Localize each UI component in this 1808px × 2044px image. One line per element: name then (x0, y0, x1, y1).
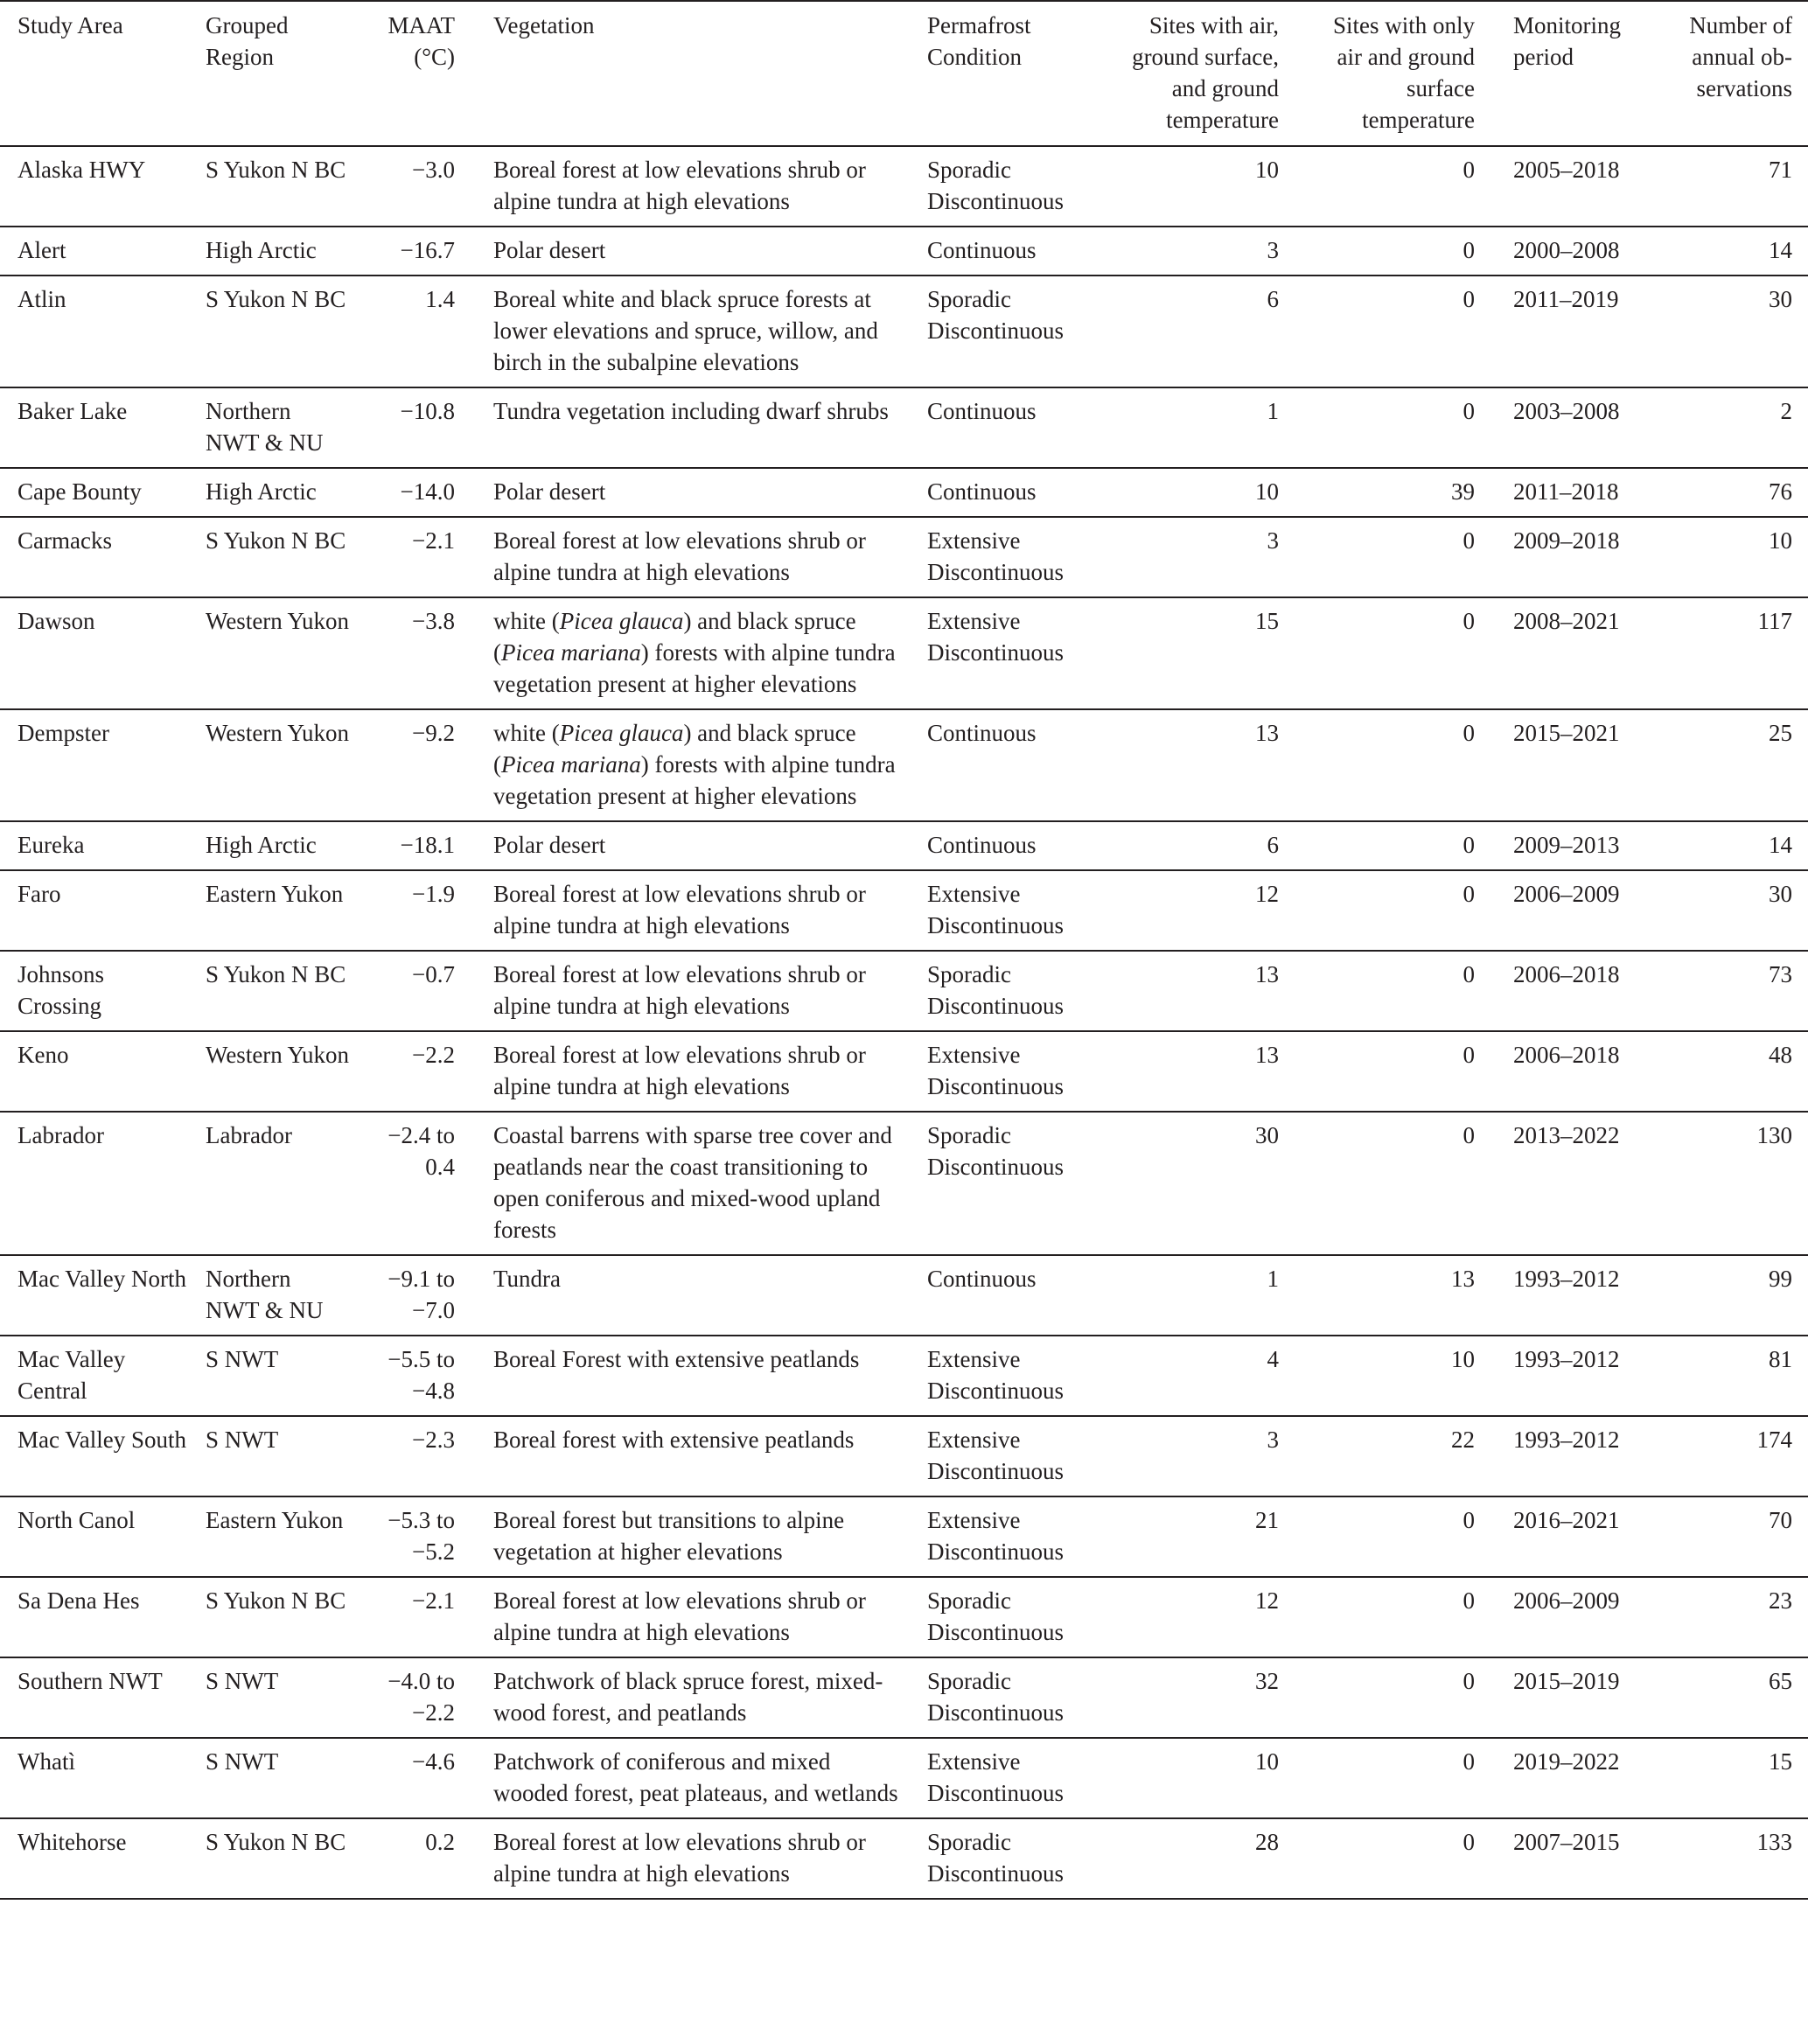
cell-sites-all: 32 (1255, 1668, 1279, 1694)
header-permafrost: Permafrost Condition (927, 12, 1031, 70)
cell-monitoring-period: 2007–2015 (1513, 1829, 1620, 1855)
cell-maat: −16.7 (400, 237, 455, 263)
cell-monitoring-period: 2013–2022 (1513, 1122, 1620, 1148)
cell-study-area: Cape Bounty (17, 478, 142, 505)
cell-vegetation: Tundra (493, 1266, 562, 1292)
species-name: Picea glauca (559, 720, 684, 746)
cell-study-area: Whatì (17, 1748, 75, 1775)
cell-study-area: Mac Valley South (17, 1427, 186, 1453)
table-row (0, 1738, 1808, 1818)
cell-sites-all: 10 (1255, 1748, 1279, 1775)
cell-observations: 76 (1769, 478, 1792, 505)
cell-sites-only: 13 (1451, 1266, 1475, 1292)
header-monitoring-period: Monitoring period (1513, 12, 1622, 70)
cell-maat: 1.4 (425, 286, 455, 312)
cell-permafrost: Sporadic Discontinuous (927, 1829, 1065, 1887)
cell-monitoring-period: 1993–2012 (1513, 1346, 1620, 1372)
vegetation-text: ) and black spruce ( (493, 720, 856, 778)
cell-monitoring-period: 2000–2008 (1513, 237, 1620, 263)
cell-study-area: Alert (17, 237, 66, 263)
cell-maat: −3.8 (412, 608, 455, 634)
cell-vegetation: Boreal forest at low elevations shrub or alpine tundra at high elevations (493, 1042, 866, 1099)
cell-permafrost: Extensive Discontinuous (927, 1507, 1065, 1565)
cell-permafrost: Extensive Discontinuous (927, 1042, 1065, 1099)
cell-observations: 14 (1769, 237, 1792, 263)
table-row (0, 1031, 1808, 1112)
species-name: Picea mariana (501, 751, 641, 778)
cell-maat: −2.1 (412, 1587, 455, 1614)
table-row (0, 709, 1808, 821)
cell-study-area: Southern NWT (17, 1668, 163, 1694)
cell-sites-only: 0 (1462, 1668, 1475, 1694)
cell-monitoring-period: 2006–2009 (1513, 1587, 1620, 1614)
cell-sites-all: 1 (1267, 398, 1279, 424)
cell-vegetation (479, 709, 918, 821)
cell-study-area: Baker Lake (17, 398, 128, 424)
cell-sites-all: 6 (1267, 832, 1279, 858)
header-row (0, 1, 1808, 146)
cell-sites-only: 0 (1462, 398, 1475, 424)
table-body (0, 146, 1808, 1899)
cell-study-area: Carmacks (17, 527, 112, 554)
cell-monitoring-period: 2006–2018 (1513, 961, 1620, 987)
cell-grouped-region: Western Yukon (206, 720, 350, 746)
cell-maat: −9.2 (412, 720, 455, 746)
header-sites-all: Sites with air, ground surface, and ground temperature (1132, 12, 1279, 133)
vegetation-text: white ( (493, 608, 560, 634)
table-row (0, 821, 1808, 870)
cell-grouped-region: Northern NWT & NU (206, 398, 324, 456)
cell-monitoring-period: 2011–2019 (1513, 286, 1619, 312)
cell-maat: −2.1 (412, 527, 455, 554)
cell-sites-only: 0 (1462, 608, 1475, 634)
cell-maat: −2.4 to 0.4 (387, 1122, 455, 1180)
cell-monitoring-period: 2015–2019 (1513, 1668, 1620, 1694)
cell-monitoring-period: 1993–2012 (1513, 1266, 1620, 1292)
header-grouped-region: Grouped Region (206, 12, 289, 70)
cell-sites-all: 6 (1267, 286, 1279, 312)
cell-vegetation: Boreal forest at low elevations shrub or alpine tundra at high elevations (493, 881, 866, 938)
cell-sites-all: 13 (1255, 720, 1279, 746)
cell-grouped-region: S Yukon N BC (206, 961, 346, 987)
cell-sites-all: 12 (1255, 881, 1279, 907)
table-row (0, 146, 1808, 227)
cell-sites-all: 12 (1255, 1587, 1279, 1614)
cell-sites-only: 0 (1462, 720, 1475, 746)
cell-maat: −5.3 to −5.2 (387, 1507, 455, 1565)
table-row (0, 1577, 1808, 1657)
cell-sites-only: 0 (1462, 881, 1475, 907)
cell-sites-only: 0 (1462, 1122, 1475, 1148)
cell-vegetation: Boreal forest at low elevations shrub or alpine tundra at high elevations (493, 527, 866, 585)
cell-grouped-region: High Arctic (206, 832, 317, 858)
cell-permafrost: Extensive Discontinuous (927, 527, 1065, 585)
cell-sites-all: 13 (1255, 961, 1279, 987)
cell-maat: −2.2 (412, 1042, 455, 1068)
cell-maat: −5.5 to −4.8 (387, 1346, 455, 1404)
vegetation-text: ) and black spruce ( (493, 608, 856, 666)
cell-sites-all: 4 (1267, 1346, 1279, 1372)
cell-vegetation (479, 597, 918, 709)
cell-maat: −10.8 (400, 398, 455, 424)
cell-maat: −1.9 (412, 881, 455, 907)
cell-sites-all: 30 (1255, 1122, 1279, 1148)
table-row (0, 870, 1808, 951)
cell-sites-all: 15 (1255, 608, 1279, 634)
cell-permafrost: Extensive Discontinuous (927, 1748, 1065, 1806)
cell-grouped-region: S Yukon N BC (206, 527, 346, 554)
cell-observations: 14 (1769, 832, 1792, 858)
cell-maat: −18.1 (400, 832, 455, 858)
cell-sites-only: 0 (1462, 237, 1475, 263)
cell-study-area: Johnsons Crossing (17, 961, 105, 1019)
cell-grouped-region: S Yukon N BC (206, 1587, 346, 1614)
cell-monitoring-period: 2015–2021 (1513, 720, 1620, 746)
cell-maat: −0.7 (412, 961, 455, 987)
cell-study-area: Eureka (17, 832, 85, 858)
cell-maat: −4.6 (412, 1748, 455, 1775)
cell-grouped-region: S Yukon N BC (206, 157, 346, 183)
cell-vegetation: Boreal forest at low elevations shrub or alpine tundra at high elevations (493, 1587, 866, 1645)
table-row (0, 1496, 1808, 1577)
cell-sites-only: 0 (1462, 1748, 1475, 1775)
cell-grouped-region: Northern NWT & NU (206, 1266, 324, 1323)
cell-vegetation: Patchwork of coniferous and mixed wooded forest, peat plateaus, and wetlands (493, 1748, 898, 1806)
cell-vegetation: Boreal white and black spruce forests at lower elevations and spruce, willow, and birch in the subalpine elevations (493, 286, 878, 375)
species-name: Picea glauca (559, 608, 684, 634)
cell-vegetation: Boreal forest at low elevations shrub or alpine tundra at high elevations (493, 157, 866, 214)
cell-sites-only: 0 (1462, 1507, 1475, 1533)
cell-monitoring-period: 2008–2021 (1513, 608, 1620, 634)
cell-sites-only: 0 (1462, 157, 1475, 183)
cell-grouped-region: S Yukon N BC (206, 286, 346, 312)
cell-study-area: Atlin (17, 286, 66, 312)
cell-vegetation: Polar desert (493, 478, 606, 505)
table-row (0, 951, 1808, 1031)
cell-permafrost: Sporadic Discontinuous (927, 157, 1065, 214)
cell-study-area: Dempster (17, 720, 109, 746)
cell-permafrost: Continuous (927, 720, 1037, 746)
cell-observations: 133 (1756, 1829, 1792, 1855)
cell-sites-all: 3 (1267, 527, 1279, 554)
header-study-area: Study Area (17, 12, 123, 38)
cell-vegetation: Boreal forest at low elevations shrub or alpine tundra at high elevations (493, 1829, 866, 1887)
cell-permafrost: Continuous (927, 1266, 1037, 1292)
cell-grouped-region: S NWT (206, 1427, 279, 1453)
cell-permafrost: Continuous (927, 398, 1037, 424)
table-row (0, 1112, 1808, 1255)
table-row (0, 276, 1808, 387)
cell-vegetation: Polar desert (493, 832, 606, 858)
cell-permafrost: Continuous (927, 478, 1037, 505)
cell-monitoring-period: 2016–2021 (1513, 1507, 1620, 1533)
table-row (0, 468, 1808, 517)
cell-study-area: Faro (17, 881, 61, 907)
cell-permafrost: Sporadic Discontinuous (927, 961, 1065, 1019)
cell-vegetation: Boreal forest but transitions to alpine vegetation at higher elevations (493, 1507, 845, 1565)
header-maat: MAAT (°C) (387, 12, 455, 70)
cell-observations: 30 (1769, 881, 1792, 907)
cell-sites-all: 3 (1267, 1427, 1279, 1453)
cell-permafrost: Sporadic Discontinuous (927, 1668, 1065, 1726)
cell-permafrost: Sporadic Discontinuous (927, 1587, 1065, 1645)
cell-grouped-region: High Arctic (206, 237, 317, 263)
cell-grouped-region: S NWT (206, 1346, 279, 1372)
cell-observations: 25 (1769, 720, 1792, 746)
cell-study-area: Alaska HWY (17, 157, 146, 183)
table-row (0, 597, 1808, 709)
header-vegetation: Vegetation (493, 12, 595, 38)
table-row (0, 1416, 1808, 1496)
cell-sites-only: 0 (1462, 961, 1475, 987)
cell-monitoring-period: 2009–2013 (1513, 832, 1620, 858)
cell-sites-all: 10 (1255, 478, 1279, 505)
cell-permafrost: Continuous (927, 237, 1037, 263)
cell-observations: 130 (1756, 1122, 1792, 1148)
cell-vegetation: Patchwork of black spruce forest, mixed-wood forest, and peatlands (493, 1668, 883, 1726)
cell-sites-only: 10 (1451, 1346, 1475, 1372)
header-observations: Number of annual ob-servations (1689, 12, 1792, 101)
cell-study-area: Mac Valley North (17, 1266, 186, 1292)
cell-maat: −3.0 (412, 157, 455, 183)
cell-monitoring-period: 2005–2018 (1513, 157, 1620, 183)
cell-observations: 48 (1769, 1042, 1792, 1068)
cell-sites-all: 21 (1255, 1507, 1279, 1533)
cell-maat: −2.3 (412, 1427, 455, 1453)
cell-grouped-region: Eastern Yukon (206, 881, 344, 907)
cell-permafrost: Extensive Discontinuous (927, 1346, 1065, 1404)
cell-study-area: Dawson (17, 608, 95, 634)
table-row (0, 227, 1808, 276)
cell-sites-only: 39 (1451, 478, 1475, 505)
cell-grouped-region: Western Yukon (206, 1042, 350, 1068)
table-row (0, 517, 1808, 597)
vegetation-text: white ( (493, 720, 560, 746)
table-row (0, 1657, 1808, 1738)
cell-permafrost: Continuous (927, 832, 1037, 858)
cell-sites-only: 0 (1462, 1042, 1475, 1068)
species-name: Picea mariana (501, 639, 641, 666)
cell-sites-all: 10 (1255, 157, 1279, 183)
cell-maat: −4.0 to −2.2 (387, 1668, 455, 1726)
cell-monitoring-period: 2006–2018 (1513, 1042, 1620, 1068)
table-row (0, 1818, 1808, 1899)
cell-grouped-region: Eastern Yukon (206, 1507, 344, 1533)
cell-permafrost: Extensive Discontinuous (927, 608, 1065, 666)
cell-observations: 65 (1769, 1668, 1792, 1694)
table-row (0, 1255, 1808, 1336)
cell-observations: 117 (1757, 608, 1792, 634)
cell-observations: 23 (1769, 1587, 1792, 1614)
table-row (0, 387, 1808, 468)
cell-sites-only: 0 (1462, 527, 1475, 554)
cell-sites-all: 28 (1255, 1829, 1279, 1855)
cell-monitoring-period: 2019–2022 (1513, 1748, 1620, 1775)
cell-sites-only: 22 (1451, 1427, 1475, 1453)
cell-observations: 174 (1756, 1427, 1792, 1453)
cell-permafrost: Sporadic Discontinuous (927, 286, 1065, 344)
cell-observations: 71 (1769, 157, 1792, 183)
cell-study-area: North Canol (17, 1507, 136, 1533)
cell-maat: −9.1 to −7.0 (387, 1266, 455, 1323)
cell-vegetation: Coastal barrens with sparse tree cover and peatlands near the coast transitioning to open coniferous and mixed-wood upland forests (493, 1122, 892, 1243)
cell-maat: −14.0 (400, 478, 455, 505)
cell-sites-all: 1 (1267, 1266, 1279, 1292)
cell-study-area: Keno (17, 1042, 69, 1068)
cell-vegetation: Boreal forest with extensive peatlands (493, 1427, 855, 1453)
table-header (0, 1, 1808, 146)
vegetation-text: ) forests with alpine tundra vegetation present at higher elevations (493, 639, 896, 697)
cell-observations: 10 (1769, 527, 1792, 554)
cell-grouped-region: Labrador (206, 1122, 292, 1148)
cell-monitoring-period: 2006–2009 (1513, 881, 1620, 907)
cell-vegetation: Boreal Forest with extensive peatlands (493, 1346, 860, 1372)
header-sites-only: Sites with only air and ground surface temperature (1332, 12, 1475, 133)
cell-observations: 73 (1769, 961, 1792, 987)
vegetation-text: ) forests with alpine tundra vegetation present at higher elevations (493, 751, 896, 809)
cell-vegetation: Tundra vegetation including dwarf shrubs (493, 398, 889, 424)
cell-vegetation: Polar desert (493, 237, 606, 263)
cell-permafrost: Extensive Discontinuous (927, 881, 1065, 938)
cell-monitoring-period: 2011–2018 (1513, 478, 1619, 505)
cell-vegetation: Boreal forest at low elevations shrub or alpine tundra at high elevations (493, 961, 866, 1019)
cell-grouped-region: S Yukon N BC (206, 1829, 346, 1855)
cell-grouped-region: S NWT (206, 1748, 279, 1775)
cell-sites-all: 3 (1267, 237, 1279, 263)
cell-grouped-region: High Arctic (206, 478, 317, 505)
cell-sites-only: 0 (1462, 1829, 1475, 1855)
cell-sites-all: 13 (1255, 1042, 1279, 1068)
cell-sites-only: 0 (1462, 286, 1475, 312)
cell-permafrost: Extensive Discontinuous (927, 1427, 1065, 1484)
table-row (0, 1336, 1808, 1416)
cell-observations: 2 (1780, 398, 1792, 424)
cell-study-area: Labrador (17, 1122, 104, 1148)
cell-study-area: Sa Dena Hes (17, 1587, 140, 1614)
cell-study-area: Mac Valley Central (17, 1346, 126, 1404)
cell-monitoring-period: 2009–2018 (1513, 527, 1620, 554)
cell-monitoring-period: 2003–2008 (1513, 398, 1620, 424)
cell-monitoring-period: 1993–2012 (1513, 1427, 1620, 1453)
cell-observations: 70 (1769, 1507, 1792, 1533)
cell-study-area: Whitehorse (17, 1829, 127, 1855)
cell-sites-only: 0 (1462, 1587, 1475, 1614)
cell-maat: 0.2 (425, 1829, 455, 1855)
cell-observations: 15 (1769, 1748, 1792, 1775)
cell-permafrost: Sporadic Discontinuous (927, 1122, 1065, 1180)
cell-grouped-region: S NWT (206, 1668, 279, 1694)
cell-observations: 81 (1769, 1346, 1792, 1372)
cell-sites-only: 0 (1462, 832, 1475, 858)
cell-grouped-region: Western Yukon (206, 608, 350, 634)
cell-observations: 30 (1769, 286, 1792, 312)
cell-observations: 99 (1769, 1266, 1792, 1292)
